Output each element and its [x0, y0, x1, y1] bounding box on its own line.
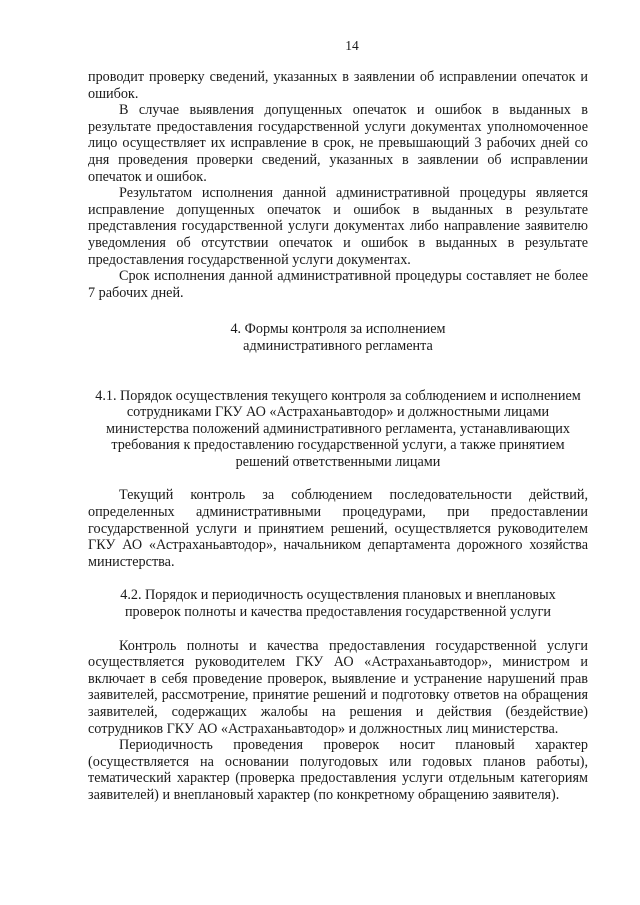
section-4-heading: 4. Формы контроля за исполнением административного регламента [230, 321, 446, 354]
page-number: 14 [345, 38, 359, 53]
section-4-1-text: Текущий контроль за соблюдением последовательности действий, определенных административными процедурами, при предоставлении государственной услуги и принятием решений, осуществляется руководителем ГКУ АО «Астраханьавтодор», начальником департамента дорожного хозяйства министерства. [88, 487, 588, 570]
section-4-1-heading: 4.1. Порядок осуществления текущего контроля за соблюдением и исполнением сотрудниками ГКУ АО «Астраханьавтодор» и должностными лицами министерства положений административного регламента, устанавливающих требования к предоставлению государственной услуги, а также принятием решений ответственными лицами [95, 387, 581, 470]
paragraph-procedure-term: Срок исполнения данной административной процедуры составляет не более 7 рабочих дней. [88, 268, 588, 301]
section-4-2-heading: 4.2. Порядок и периодичность осуществления плановых и внеплановых проверок полноты и качества предоставления государственной услуги [120, 587, 556, 621]
paragraph-error-correction: В случае выявления допущенных опечаток и ошибок в выданных в результате предоставления государственной услуги документах уполномоченное лицо осуществляет их исправление в срок, не превышающий 3 рабочих дней со дня проведения проверки сведений, указанных в заявлении об исправлении опечаток и ошибок. [88, 102, 588, 185]
section-4-2-periodicity-text: Периодичность проведения проверок носит плановый характер (осуществляется на основании полугодовых или годовых планов работы), тематический характер (проверка предоставления услуги отдельным категориям заявителей) и внеплановый характер (по конкретному обращению заявителя). [88, 737, 588, 803]
section-4-2-control-text: Контроль полноты и качества предоставления государственной услуги осуществляется руководителем ГКУ АО «Астраханьавтодор», министром и включает в себя проведение проверок, выявление и устранение нарушений прав заявителей, рассмотрение, принятие решений и подготовку ответов на обращения заявителей, содержащих жалобы на решения и действия (бездействие) сотрудников ГКУ АО «Астраханьавтодор» и должностных лиц министерства. [88, 637, 588, 737]
paragraph-continuation: проводит проверку сведений, указанных в заявлении об исправлении опечаток и ошибок. [88, 69, 588, 102]
paragraph-procedure-result: Результатом исполнения данной административной процедуры является исправление допущенных опечаток и ошибок в выданных в результате представления государственной услуги документах либо направление заявителю уведомления об отсутствии опечаток и ошибок в выданных в результате предоставления государственной услуги документах. [88, 185, 588, 268]
